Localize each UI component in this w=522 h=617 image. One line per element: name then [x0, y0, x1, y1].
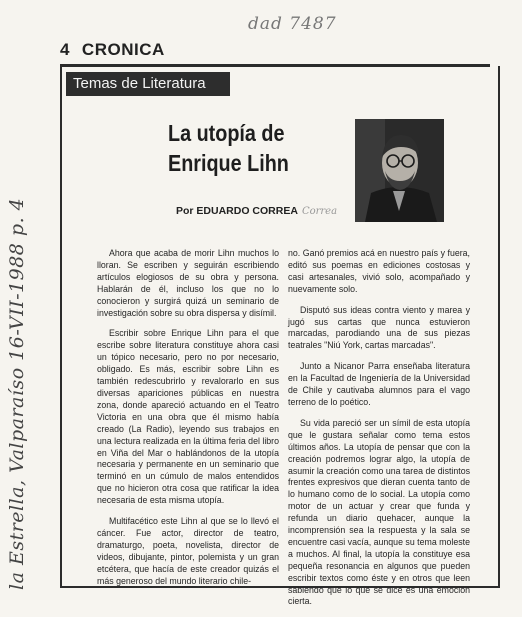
article-title	[168, 118, 331, 178]
article-paragraph: Multifacético este Lihn al que se lo llevó el cáncer. Fue actor, director de teatro, dramaturgo, poeta, novelista, director de videos, dibujante, pintor, polemista y un gran etcétera, que hacía de este creador quizás el más generoso del mundo literario chile-	[97, 516, 279, 586]
title-line-2: Enrique Lihn	[168, 150, 289, 176]
byline	[176, 205, 337, 217]
article-column-right	[288, 248, 470, 617]
article-paragraph: Junto a Nicanor Parra enseñaba literatura en la Facultad de Ingeniería de la Universidad de Chile y cautivaba alumnos para el vago terreno de lo poético.	[288, 361, 470, 407]
article-paragraph: Ahora que acaba de morir Lihn muchos lo lloran. Se escriben y seguirán escribiendo artículos elogiosos de su obra y persona. Hablarán de él, incluso los que no lo conocieron y surgirá quizá un seminario de investigación sobre su obra dispersa y disímil.	[97, 248, 279, 318]
catalog-number-annotation: dad 7487	[248, 14, 337, 34]
section-name: CRONICA	[81, 40, 165, 59]
article-paragraph: no. Ganó premios acá en nuestro país y fuera, editó sus poemas en ediciones costosas y casi artesanales, vivió solo, acompañado y nuevamente solo.	[288, 248, 470, 294]
article-paragraph: Escribir sobre Enrique Lihn para el que escribe sobre literatura constituye ahora casi un tópico necesario, pero no por necesario, obligado. Es más, escribir sobre Lihn es también redescubrirlo y revalorarlo en sus diversas apariciones públicas en nuestra zona, donde apareció actuando en el Teatro Victoria en una obra que él mismo había creado (La Radio), leyendo sus trabajos en una lectura realizada en la última feria del libro en Viña del Mar o hablándonos de la utopía necesaria y permanente en un seminario que terminó en un cúmulo de malos entendidos que no hicieron otra cosa que ratificar la idea necesaria de esta misma utopía.	[97, 328, 279, 506]
author-name: Por EDUARDO CORREA	[176, 205, 298, 217]
page-header	[60, 40, 165, 60]
article-paragraph: Disputó sus ideas contra viento y marea y jugó sus cartas que nunca estuvieron marcadas, parodiando una de sus piezas teatrales "Niú York, cartas marcadas".	[288, 304, 470, 351]
page-number: 4	[60, 40, 70, 59]
portrait-photo	[355, 119, 444, 222]
article-column-left	[97, 248, 279, 596]
byline-scribble: Correa	[301, 206, 338, 217]
source-date-annotation: la Estrella, Valparaíso 16-VII-1988 p. 4	[6, 197, 28, 590]
section-label: Temas de Literatura	[66, 72, 230, 96]
title-line-1: La utopía de	[168, 120, 285, 146]
article-paragraph: Su vida pareció ser un símil de esta utopía que le gustara señalar como tema estos últimos años. La utopía de pensar que con la creación podremos lograr algo, la utopía de asumir la creación como una tarea de distintos frentes expresivos que dieran cuenta tanto de lo humano como de lo social. La utopía como motor de un actuar y crear que funda y refunda un diario quehacer, aunque la incomprensión sea la respuesta y la sala se encuentre casi vacía, aunque su tema moleste a muchos. Al final, la utopía la constituye esa pequeña resonancia en algunos que pueden escribir textos como éste y en otros que leen sabiendo que lo que se dice es una emoción cierta.	[288, 417, 470, 607]
